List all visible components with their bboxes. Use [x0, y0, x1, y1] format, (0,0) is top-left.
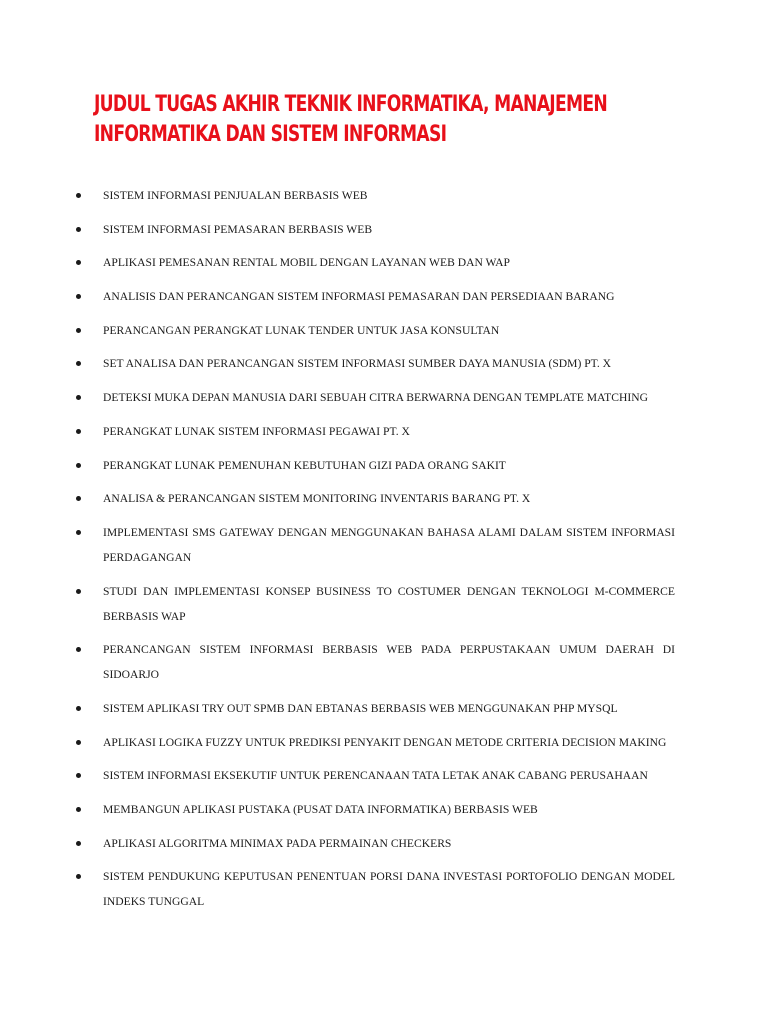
list-item [0, 351, 675, 376]
list-item-text: ANALISA & PERANCANGAN SISTEM MONITORING INVENTARIS BARANG PT. X [103, 492, 531, 506]
list-item-text: PERANGKAT LUNAK SISTEM INFORMASI PEGAWAI PT. X [103, 424, 410, 438]
list-item-text: SISTEM INFORMASI PENJUALAN BERBASIS WEB [103, 189, 368, 202]
list-item-text: MEMBANGUN APLIKASI PUSTAKA (PUSAT DATA INFORMATIKA) BERBASIS WEB [103, 803, 538, 816]
bullet-icon [76, 193, 81, 198]
list-item [0, 385, 675, 410]
list-item-text: SISTEM PENDUKUNG KEPUTUSAN PENENTUAN PORSI DANA INVESTASI PORTOFOLIO DENGAN MODEL INDEKS TUNGGAL [103, 870, 675, 909]
bullet-icon [76, 395, 81, 400]
list-item-text: APLIKASI LOGIKA FUZZY UNTUK PREDIKSI PENYAKIT DENGAN METODE CRITERIA DECISION MAKING [103, 735, 667, 749]
list-item [0, 419, 675, 444]
list-item [0, 318, 675, 343]
bullet-icon [76, 706, 81, 711]
list-item-text: SISTEM INFORMASI EKSEKUTIF UNTUK PERENCANAAN TATA LETAK ANAK CABANG PERUSAHAAN [103, 769, 648, 783]
list-item [0, 579, 675, 629]
list-item-text: APLIKASI PEMESANAN RENTAL MOBIL DENGAN LAYANAN WEB DAN WAP [103, 256, 511, 270]
bullet-icon [76, 496, 81, 501]
topic-list [0, 183, 768, 923]
bullet-icon [76, 773, 81, 778]
bullet-icon [76, 463, 81, 468]
bullet-icon [76, 227, 81, 232]
bullet-icon [76, 294, 81, 299]
bullet-icon [76, 807, 81, 812]
bullet-icon [76, 740, 81, 745]
bullet-icon [76, 429, 81, 434]
list-item [0, 183, 675, 208]
list-item [0, 797, 675, 822]
list-item [0, 284, 675, 309]
list-item-text: APLIKASI ALGORITMA MINIMAX PADA PERMAINAN CHECKERS [103, 836, 452, 850]
list-item-text: DETEKSI MUKA DEPAN MANUSIA DARI SEBUAH CITRA BERWARNA DENGAN TEMPLATE MATCHING [103, 391, 648, 405]
list-item-text: ANALISIS DAN PERANCANGAN SISTEM INFORMASI PEMASARAN DAN PERSEDIAAN BARANG [103, 290, 615, 304]
list-item-text: PERANCANGAN PERANGKAT LUNAK TENDER UNTUK JASA KONSULTAN [103, 323, 500, 337]
list-item [0, 486, 675, 511]
list-item-text: STUDI DAN IMPLEMENTASI KONSEP BUSINESS TO COSTUMER DENGAN TEKNOLOGI M-COMMERCE BERBASIS WAP [103, 584, 675, 623]
list-item-text: PERANGKAT LUNAK PEMENUHAN KEBUTUHAN GIZI PADA ORANG SAKIT [103, 458, 506, 472]
list-item-text: SISTEM INFORMASI PEMASARAN BERBASIS WEB [103, 222, 373, 236]
bullet-icon [76, 260, 81, 265]
page-title: JUDUL TUGAS AKHIR TEKNIK INFORMATIKA, MANAJEMEN INFORMATIKA DAN SISTEM INFORMASI [94, 92, 608, 147]
list-item [0, 864, 675, 914]
list-item [0, 730, 675, 755]
list-item-text: IMPLEMENTASI SMS GATEWAY DENGAN MENGGUNAKAN BAHASA ALAMI DALAM SISTEM INFORMASI PERDAGANGAN [103, 525, 675, 564]
bullet-icon [76, 874, 81, 879]
bullet-icon [76, 530, 81, 535]
list-item [0, 453, 675, 478]
list-item [0, 831, 675, 856]
list-item-text: SET ANALISA DAN PERANCANGAN SISTEM INFORMASI SUMBER DAYA MANUSIA (SDM) PT. X [103, 357, 612, 371]
bullet-icon [76, 328, 81, 333]
list-item [0, 763, 675, 788]
list-item-text: PERANCANGAN SISTEM INFORMASI BERBASIS WEB PADA PERPUSTAKAAN UMUM DAERAH DI SIDOARJO [103, 643, 675, 682]
bullet-icon [76, 647, 81, 652]
list-item [0, 637, 675, 687]
bullet-icon [76, 361, 81, 366]
list-item [0, 696, 675, 721]
list-item-text: SISTEM APLIKASI TRY OUT SPMB DAN EBTANAS BERBASIS WEB MENGGUNAKAN PHP MYSQL [103, 701, 618, 715]
list-item [0, 520, 675, 570]
bullet-icon [76, 589, 81, 594]
list-item [0, 217, 675, 242]
bullet-icon [76, 841, 81, 846]
list-item [0, 250, 675, 275]
